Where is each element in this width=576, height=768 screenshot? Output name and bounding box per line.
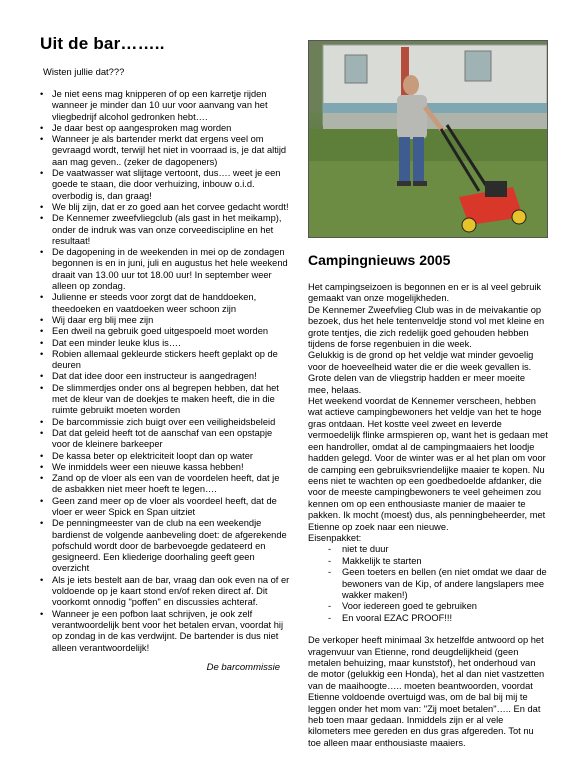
list-item: • Dat dat idee door een instructeur is aangedragen!: [52, 371, 290, 382]
list-item: • De kassa beter op elektriciteit loopt dan op water: [52, 451, 290, 462]
list-item: - En vooral EZAC PROOF!!!: [342, 613, 548, 624]
lawnmower-photo: [308, 40, 548, 238]
list-item: • De Kennemer zweefvliegclub (als gast in het meikamp), onder de indruk was van onze corveediscipline en het resultaat!: [52, 213, 290, 247]
camping-paragraph-3: Gelukkig is de grond op het veldje wat minder gevoelig voor de hoeveelheid water die er die week gevallen is. Grote delen van de vliegstrip hadden er meer moeite mee, helaas.: [308, 350, 534, 395]
list-item: • Je niet eens mag knipperen of op een karretje rijden wanneer je minder dan 10 uur voor aanvang van het vliegbedrijf alcohol gedronken hebt….: [52, 89, 290, 123]
bar-article-intro: Wisten jullie dat???: [43, 66, 125, 77]
list-item: • We inmiddels weer een nieuwe kassa hebben!: [52, 462, 290, 473]
list-item: • Julienne er steeds voor zorgt dat de handdoeken, theedoeken en vaatdoeken weer schoon zijn: [52, 292, 290, 315]
requirements-list: [308, 544, 548, 624]
list-item: - Makkelijk te starten: [342, 556, 548, 567]
list-item: • De barcommissie zich buigt over een veiligheidsbeleid: [52, 417, 290, 428]
camping-paragraph-2: De Kennemer Zweefvlieg Club was in de meivakantie op bezoek, dus het hele tentenveldje stond vol met kleine en grote tentjes, die zich redelijk goed gehouden hebben tijdens de forse regenbuien in die week.: [308, 304, 545, 350]
list-item: • We blij zijn, dat er zo goed aan het corvee gedacht wordt!: [52, 202, 290, 213]
list-item: • Wanneer je een pofbon laat schrijven, je ook zelf verantwoordelijk bent voor het betalen ervan, voordat hij op zondag in de kas verdwijnt. De bartender is dus niet alleen verantwoordelijk!: [52, 609, 290, 654]
list-item: • De slimmerdjes onder ons al begrepen hebben, dat het met de kleur van de doekjes te maken heeft, die in die ruimte gebruikt moeten worden: [52, 383, 290, 417]
list-item: - niet te duur: [342, 544, 548, 555]
list-item: • Je daar best op aangesproken mag worden: [52, 123, 290, 134]
camping-article-title: Campingnieuws 2005: [308, 252, 451, 268]
list-item: • Dat een minder leuke klus is….: [52, 338, 290, 349]
list-item: • Een dweil na gebruik goed uitgespoeld moet worden: [52, 326, 290, 337]
left-column: [40, 34, 290, 673]
list-item: - Voor iedereen goed te gebruiken: [342, 601, 548, 612]
list-item: • De penningmeester van de club na een weekendje bardienst de volgende aanbeveling doet: de afgerekende pofschuld wordt door de barbevoegde gedateerd en gesigneerd. Een kliederige doorhaling geeft geen overzicht: [52, 518, 290, 574]
list-item: • Wanneer je als bartender merkt dat ergens veel om gevraagd wordt, terwijl het niet in voorraad is, je dat altijd aan mag geven.. (zeker de dagopeners): [52, 134, 290, 168]
list-item: • De dagopening in de weekenden in mei op de zondagen begonnen is en in juni, juli en augustus het hele weekend draait van 13.00 uur tot 18.00 uur! In september weer alleen op zondag.: [52, 247, 290, 292]
requirements-title: Eisenpakket:: [308, 532, 362, 543]
list-item: • Dat dat geleid heeft tot de aanschaf van een opstapje voor de kleinere barkeeper: [52, 428, 290, 451]
camping-paragraph-1: Het campingseizoen is begonnen en er is al veel gebruik gemaakt van onze mogelijkheden.: [308, 282, 542, 304]
right-column: [308, 40, 548, 749]
list-item: • Geen zand meer op de vloer als voordeel heeft, dat de vloer er weer Spick en Span uitziet: [52, 496, 290, 519]
list-item: • Wij daar erg blij mee zijn: [52, 315, 290, 326]
lawnmower-photo-illustration: [309, 41, 547, 237]
bar-article-title: Uit de bar……..: [40, 34, 165, 53]
list-item: • De vaatwasser wat slijtage vertoont, dus…. weet je een goede te staan, die door verhuizing, inbouw o.i.d. overbodig is, dan graag!: [52, 168, 290, 202]
bar-article-signature: De barcommissie: [206, 661, 280, 673]
camping-paragraph-5: De verkoper heeft minimaal 3x hetzelfde antwoord op het vragenvuur van Etienne, rond deugdelijkheid (geen metalen behuizing, maar kunststof), het onderhoud van de motor (gelukkig een Honda), het al dan niet vastzetten van de maaihoogte….. moeten beantwoorden, voordat Etienne voldoende overtuigd was, om de bal bij mij te leggen onder het mom van: "Zij moet betalen"….. En dat heb toen maar gedaan. Inmiddels zijn er al vele kilometers mee gereden en dus gras afgereden. Tot nu toe alleen maar enthousiaste maaiers.: [308, 635, 545, 748]
list-item: • Als je iets bestelt aan de bar, vraag dan ook even na of er voldoende op je kaart stond en/of reken direct af. Dit voorkomt onnodig "poffen" en discussies achteraf.: [52, 575, 290, 609]
list-item: • Zand op de vloer als een van de voordelen heeft, dat je de asbakken niet meer hoeft te legen….: [52, 473, 290, 496]
camping-paragraph-4: Het weekend voordat de Kennemer verscheen, hebben wat actieve campingbewoners het veldje van het te hoge gras ontdaan. Het kostte veel zweet en leverde vermoedelijk flinke armspieren op, want het is gedaan met een handroller, omdat al de campingmaaiers het loodje hadden gelegd. Voor de winter was er al het plan om voor de camping een gebruiksvriendelijke maaier te kopen. Nu eens niet te wachten op een goedbedoelde afdanker, die voor de meeste campingbewoners te veel geheimen zou kennen om op een enthousiaste manier de maaier te pakken. Ik mocht (moest) dus, als penningbeheerder, met Etienne op zoek naar een nieuwe.: [308, 396, 548, 532]
list-item: - Geen toeters en bellen (en niet omdat we daar de bewoners van de Kip, of andere langslapers mee wakker maken!): [342, 567, 548, 601]
list-item: • Robien allemaal gekleurde stickers heeft geplakt op de deuren: [52, 349, 290, 372]
bar-facts-list: [40, 89, 290, 654]
